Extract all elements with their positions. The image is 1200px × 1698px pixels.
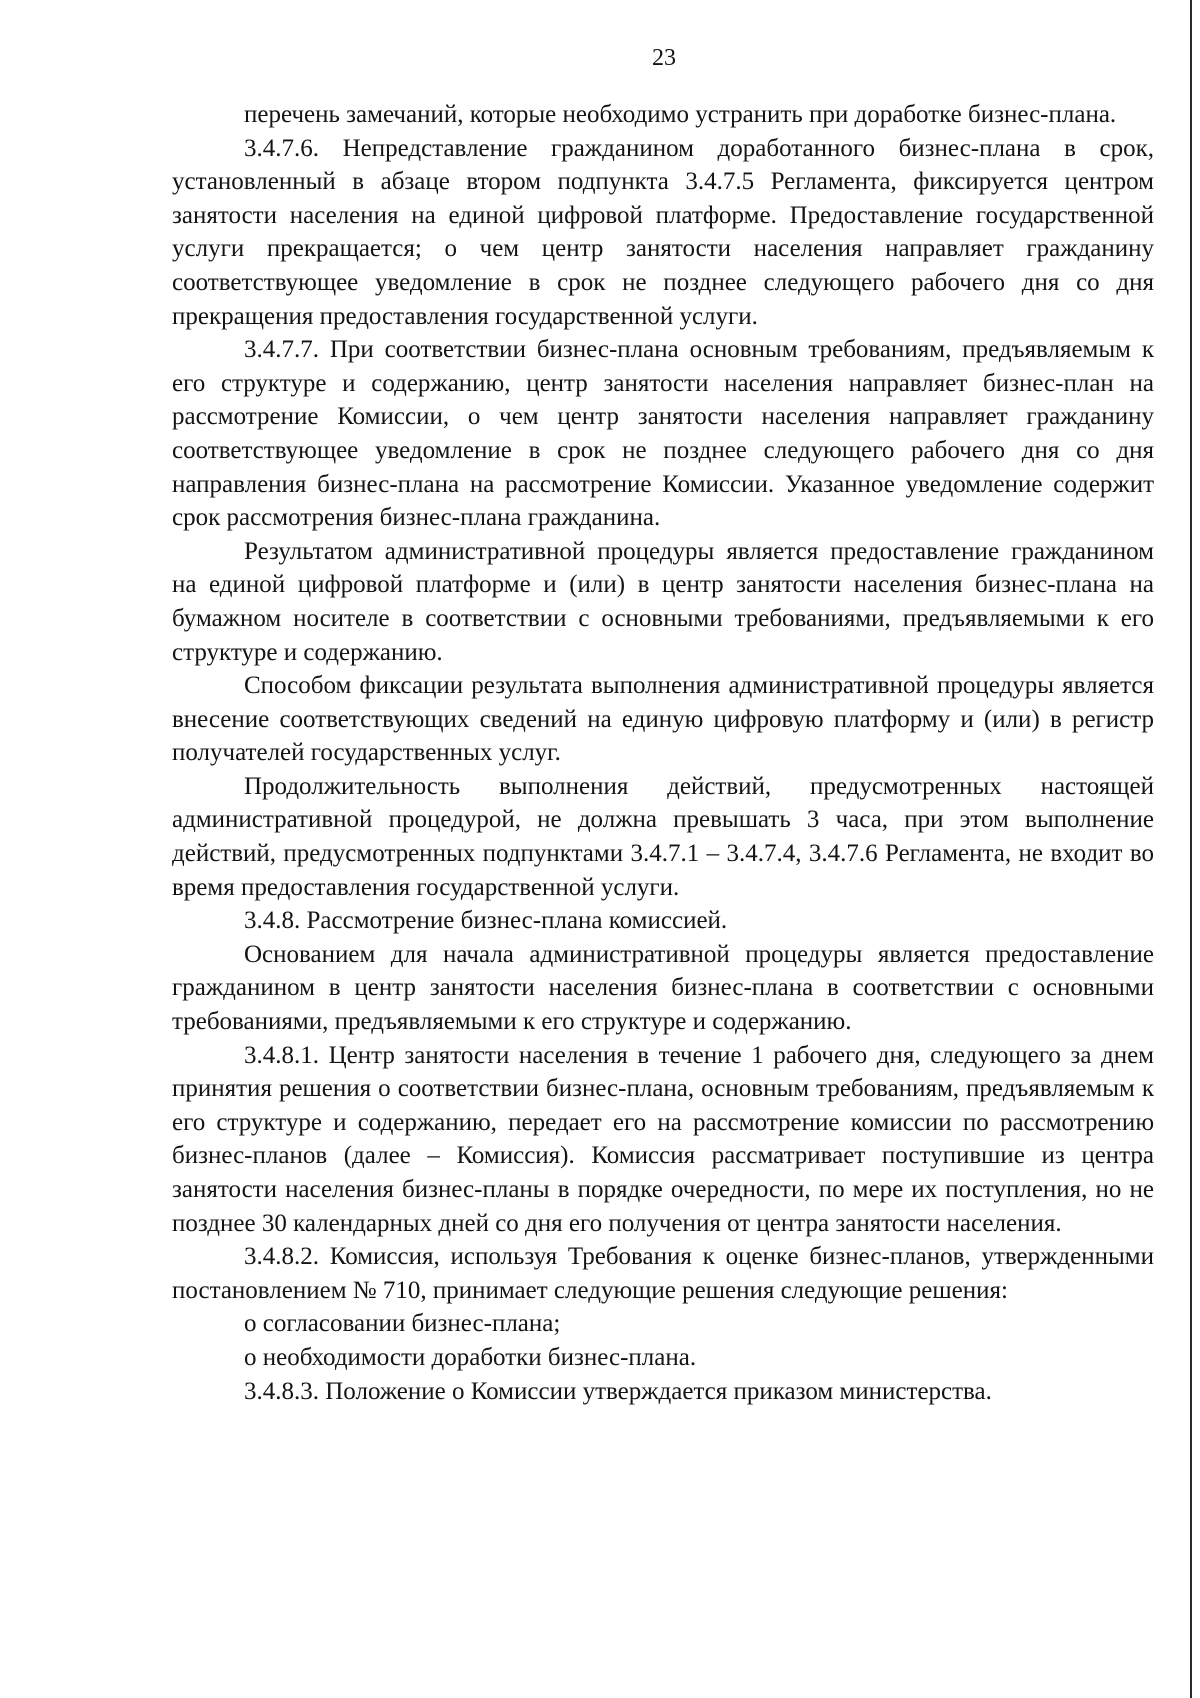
paragraph-1: перечень замечаний, которые необходимо устранить при доработке бизнес-плана.	[244, 101, 1117, 128]
paragraph-9: 3.4.8.1. Центр занятости населения в течение 1 рабочего дня, следующего за днем принятия решения о соответствии бизнес-плана, основным требованиям, предъявляемым к его структуре и содержанию, передает его на рассмотрение комиссии по рассмотрению бизнес-планов (далее – Комиссия). Комиссия рассматривает поступившие из центра занятости населения бизнес-планы в порядке очередности, по мере их поступления, но не позднее 30 календарных дней со дня его получения от центра занятости населения.	[172, 1041, 1154, 1237]
document-body	[172, 98, 1154, 1408]
paragraph-13: 3.4.8.3. Положение о Комиссии утверждается приказом министерства.	[244, 1377, 992, 1405]
page-number: 23	[652, 45, 676, 71]
paragraph-8: Основанием для начала административной процедуры является предоставление гражданином в центр занятости населения бизнес-плана в соответствии с основными требованиями, предъявляемыми к его структуре и содержанию.	[172, 940, 1154, 1036]
list-item-revise: о необходимости доработки бизнес-плана.	[244, 1343, 697, 1371]
paragraph-2: 3.4.7.6. Непредставление гражданином доработанного бизнес-плана в срок, установленный в абзаце втором подпункта 3.4.7.5 Регламента, фиксируется центром занятости населения на единой цифровой платформе. Предоставление государственной услуги прекращается; о чем центр занятости населения направляет гражданину соответствующее уведомление в срок не позднее следующего рабочего дня со дня прекращения предоставления государственной услуги.	[172, 134, 1154, 330]
paragraph-6: Продолжительность выполнения действий, предусмотренных настоящей административной процедурой, не должна превышать 3 часа, при этом выполнение действий, предусмотренных подпунктами 3.4.7.1 – 3.4.7.4, 3.4.7.6 Регламента, не входит во время предоставления государственной услуги.	[172, 772, 1154, 901]
paragraph-7: 3.4.8. Рассмотрение бизнес-плана комиссией.	[244, 907, 728, 935]
paragraph-10: 3.4.8.2. Комиссия, используя Требования к оценке бизнес-планов, утвержденными постановлением № 710, принимает следующие решения следующие решения:	[172, 1243, 1154, 1304]
paragraph-3: 3.4.7.7. При соответствии бизнес-плана основным требованиям, предъявляемым к его структуре и содержанию, центр занятости населения направляет бизнес-план на рассмотрение Комиссии, о чем центр занятости населения направляет гражданину соответствующее уведомление в срок не позднее следующего рабочего дня со дня направления бизнес-плана на рассмотрение Комиссии. Указанное уведомление содержит срок рассмотрения бизнес-плана гражданина.	[172, 336, 1154, 532]
paragraph-5: Способом фиксации результата выполнения административной процедуры является внесение соответствующих сведений на единую цифровую платформу и (или) в регистр получателей государственных услуг.	[172, 672, 1154, 767]
paragraph-4: Результатом административной процедуры является предоставление гражданином на единой цифровой платформе и (или) в центр занятости населения бизнес-плана на бумажном носителе в соответствии с основными требованиями, предъявляемыми к его структуре и содержанию.	[172, 537, 1154, 666]
list-item-approve: о согласовании бизнес-плана;	[244, 1310, 561, 1338]
scan-edge-line	[1190, 0, 1192, 1698]
